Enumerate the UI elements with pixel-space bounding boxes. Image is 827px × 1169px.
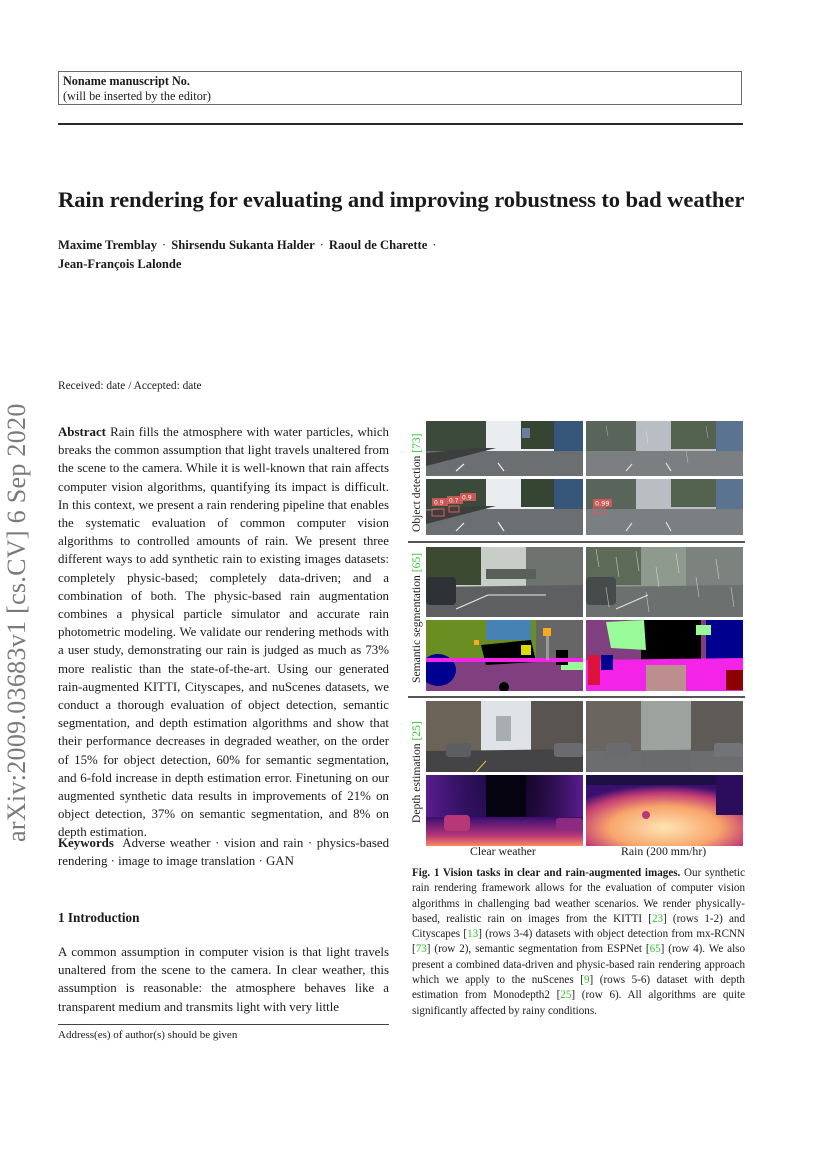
image-kitti-detection-clear — [426, 479, 583, 535]
author: Shirsendu Sukanta Halder — [171, 238, 315, 252]
citation-link[interactable]: 9 — [583, 974, 590, 987]
introduction-text: A common assumption in computer vision is that light travels unaltered from the scene to the camera. In clear weather, this assumption is reasonable: the atmosphere behaves like a transparent medium and transmits light with very little — [58, 945, 389, 1014]
figure-caption-label: Fig. 1 Vision tasks in clear and rain-augmented images. — [412, 867, 681, 879]
figure-1 — [408, 421, 745, 858]
arxiv-stamp: arXiv:2009.03683v1 [cs.CV] 6 Sep 2020 — [2, 403, 31, 842]
author: Jean-François Lalonde — [58, 257, 182, 271]
image-kitti-rain — [586, 421, 743, 476]
keywords-text: Adverse weather · vision and rain · physics-based rendering · image to image translation · GAN — [58, 836, 390, 869]
abstract-text: Rain fills the atmosphere with water particles, which breaks the common assumption that light travels unaltered from the scene to the camera. While it is well-known that rain affects computer vision algorithms, quantifying its impact is difficult. In this context, we present a rain rendering pipeline that enables the systematic evaluation of common computer vision algorithms to controlled amounts of rain. We present three different ways to add synthetic rain to existing images datasets: completely physic-based; completely data-driven; and a combination of both. The physic-based rain augmentation combines a physical particle simulator and accurate rain photometric modeling. We validate our rendering methods with a user study, demonstrating our rain is judged as much as 73% more realistic than the state-of-the-art. Using our generated rain-augmented KITTI, Cityscapes, and nuScenes datasets, we conduct a thorough evaluation of object detection, semantic segmentation, and depth estimation algorithms and show that their performance decreases in degraded weather, on the order of 15% for object detection, 60% for semantic segmentation, and 6-fold increase in depth estimation error. Finetuning on our augmented synthetic data results in improvements of 21% on object detection, 37% on semantic segmentation, and 8% on depth estimation. — [58, 425, 389, 840]
manuscript-header-box — [58, 71, 742, 105]
svg-text:0.9: 0.9 — [434, 499, 444, 507]
image-nuscenes-clear — [426, 701, 583, 772]
abstract — [58, 423, 389, 842]
keywords-label: Keywords — [58, 836, 114, 850]
footnote-rule — [58, 1024, 389, 1025]
figure-row-separator — [408, 696, 745, 698]
footnote: Address(es) of author(s) should be given — [58, 1029, 238, 1041]
image-segmentation-clear — [426, 620, 583, 691]
image-depth-rain — [586, 775, 743, 846]
figure-caption-text: Our synthetic rain rendering framework allows for the evaluation of computer vision algorithms in challenging bad weather scenarios. We render physically-based, realistic rain on images from the KITTI [23] (rows 1-2) and Cityscapes [13] (rows 3-4) datasets with object detection from mx-RCNN [73] (row 2), semantic segmentation from ESPNet [65] (row 4). We also present a combined data-driven and physic-based rain rendering approach which we apply to the nuScenes [9] (rows 5-6) dataset with depth estimation from Monodepth2 [25] (row 6). All algorithms are quite significantly affected by rainy conditions. — [412, 867, 746, 1017]
abstract-label: Abstract — [58, 425, 106, 439]
image-cityscapes-clear — [426, 547, 583, 617]
author-separator: · — [319, 238, 324, 252]
image-cityscapes-rain — [586, 547, 743, 617]
manuscript-label: Noname manuscript No. — [63, 74, 190, 88]
citation-link[interactable]: 73 — [415, 943, 427, 956]
image-kitti-detection-rain — [586, 479, 743, 535]
author: Raoul de Charette — [328, 238, 428, 252]
svg-text:0.99: 0.99 — [595, 499, 610, 508]
author-separator: · — [162, 238, 167, 252]
author: Maxime Tremblay — [58, 238, 157, 252]
image-kitti-clear — [426, 421, 583, 476]
manuscript-note: (will be inserted by the editor) — [63, 89, 211, 103]
row-label-semantic-segmentation: Semantic segmentation [65] — [410, 552, 423, 683]
citation-link[interactable]: 23 — [651, 912, 664, 925]
column-label-clear-weather: Clear weather — [470, 844, 536, 858]
row-label-object-detection: Object detection [73] — [410, 433, 423, 532]
received-date: Received: date / Accepted: date — [58, 380, 202, 392]
keywords — [58, 834, 389, 870]
svg-text:0.9: 0.9 — [462, 494, 472, 502]
citation-link[interactable]: 65 — [649, 943, 661, 956]
row-label-depth-estimation: Depth estimation [25] — [410, 721, 423, 823]
svg-text:0.7: 0.7 — [449, 497, 459, 505]
figure-row-separator — [408, 541, 745, 543]
citation-link[interactable]: 25 — [560, 989, 572, 1002]
header-rule — [58, 123, 743, 125]
author-separator: · — [432, 238, 437, 252]
paper-title: Rain rendering for evaluating and improving robustness to bad weather — [58, 187, 745, 212]
citation-link[interactable]: 13 — [467, 928, 479, 941]
image-depth-clear — [426, 775, 583, 846]
section-heading-introduction: 1 Introduction — [58, 910, 140, 925]
author-list — [58, 236, 442, 274]
figure-caption — [412, 866, 745, 1019]
image-segmentation-rain — [586, 620, 743, 691]
column-label-rain: Rain (200 mm/hr) — [621, 844, 707, 858]
image-nuscenes-rain — [586, 701, 743, 772]
